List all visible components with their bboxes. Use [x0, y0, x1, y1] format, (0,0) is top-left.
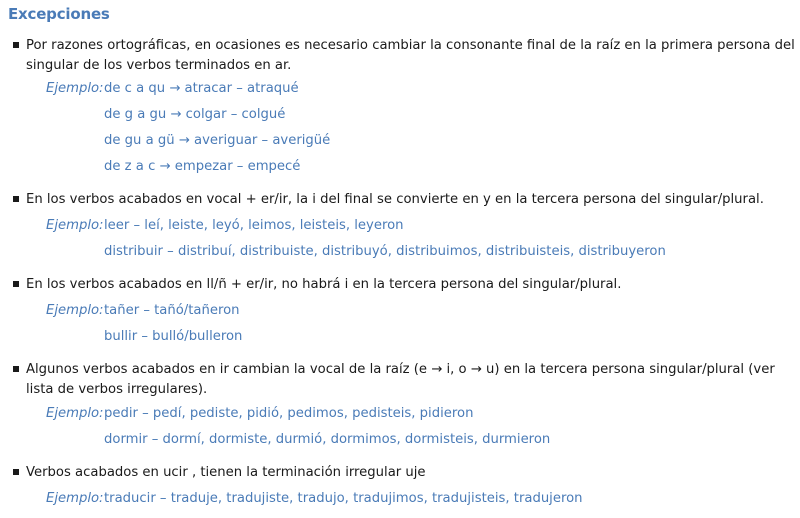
- example-label: Ejemplo:: [46, 218, 104, 233]
- example-line: de c a qu → atracar – atraqué: [104, 81, 299, 96]
- example-line: tañer – tañó/tañeron: [104, 303, 240, 318]
- rule-item: [8, 190, 792, 210]
- rule-text: Algunos verbos acabados en ir cambian la vocal de la raíz (e → i, o → u) en la tercera persona singular/plural (ver lista de verbos irregulares).: [26, 362, 775, 397]
- bullet-icon: [13, 366, 19, 372]
- example-label: Ejemplo:: [46, 81, 104, 96]
- bullet-icon: [13, 196, 19, 202]
- rule-text: Verbos acabados en ucir , tienen la terminación irregular uje: [26, 465, 426, 480]
- rule-item: [8, 36, 795, 76]
- rule-text: Por razones ortográficas, en ocasiones es necesario cambiar la consonante final de la raíz en la primera persona del singular de los verbos terminados en ar.: [26, 38, 795, 73]
- example-label: Ejemplo:: [46, 406, 104, 421]
- example-label: Ejemplo:: [46, 491, 104, 506]
- page-title: Excepciones: [8, 5, 110, 23]
- example-label: Ejemplo:: [46, 303, 104, 318]
- example-line: de g a gu → colgar – colgué: [104, 107, 286, 122]
- example-line: de z a c → empezar – empecé: [104, 159, 301, 174]
- rule-item: [8, 275, 792, 295]
- example-line: leer – leí, leiste, leyó, leimos, leisteis, leyeron: [104, 218, 404, 233]
- example-line: traducir – traduje, tradujiste, tradujo, tradujimos, tradujisteis, tradujeron: [104, 491, 583, 506]
- example-line: distribuir – distribuí, distribuiste, distribuyó, distribuimos, distribuisteis, distribuyeron: [104, 244, 666, 259]
- example-line: bullir – bulló/bulleron: [104, 329, 243, 344]
- example-line: dormir – dormí, dormiste, durmió, dormimos, dormisteis, durmieron: [104, 432, 551, 447]
- rule-text: En los verbos acabados en ll/ñ + er/ir, no habrá i en la tercera persona del singular/plural.: [26, 277, 622, 292]
- bullet-icon: [13, 42, 19, 48]
- rule-text: En los verbos acabados en vocal + er/ir, la i del final se convierte en y en la tercera persona del singular/plural.: [26, 192, 764, 207]
- bullet-icon: [13, 469, 19, 475]
- rule-item: [8, 463, 792, 483]
- example-line: de gu a gü → averiguar – averigüé: [104, 133, 331, 148]
- bullet-icon: [13, 281, 19, 287]
- rule-item: [8, 360, 792, 400]
- example-line: pedir – pedí, pediste, pidió, pedimos, pedisteis, pidieron: [104, 406, 474, 421]
